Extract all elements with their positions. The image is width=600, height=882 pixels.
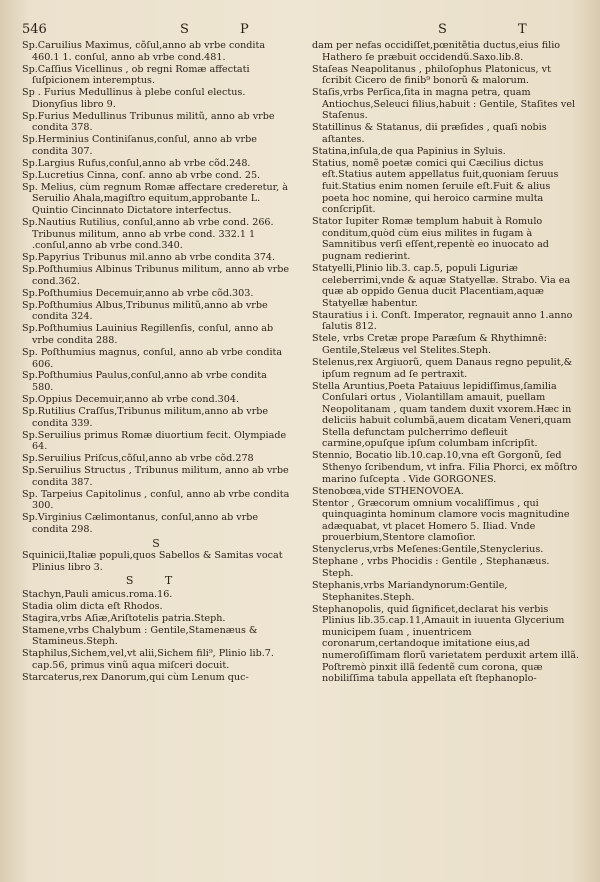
- dictionary-entry: Stagira,vrbs Aſiæ,Ariſtotelis patria.Steph.: [22, 612, 226, 624]
- dictionary-entry: Stephane , vrbs Phocidis : Gentile , Stephanæus. Steph.: [312, 556, 550, 579]
- dictionary-entry: Staſis,vrbs Perſica,ſita in magna petra, quam Antiochus,Seleuci filius,habuit : Gentile, Staſites vel Staſenus.: [312, 87, 576, 122]
- dictionary-entry: Stele, vrbs Cretæ prope Paræſum & Rhythimnē: Gentile,Stelæus vel Stelites.Steph.: [312, 333, 547, 356]
- dictionary-entry: Squinicii,Italiæ populi,quos Sabellos & Samitas vocat Plinius libro 3.: [22, 550, 283, 573]
- running-head-letter: S: [180, 22, 189, 37]
- dictionary-entry: Sp.Lucretius Cinna, conſ. anno ab vrbe cond. 25.: [22, 169, 261, 181]
- dictionary-entry: Starcaterus,rex Danorum,qui cùm Lenum quc-: [22, 672, 249, 684]
- section-heading-st: S T: [125, 574, 187, 588]
- entries-s: [22, 550, 290, 573]
- dictionary-entry: Stephanis,vrbs Mariandynorum:Gentile, Stephanites.Steph.: [312, 579, 508, 603]
- dictionary-entry: Sp.Caruilius Maximus, cõſul,anno ab vrbe condita 460.1 1. conſul, anno ab vrbe cond.481.: [22, 40, 266, 63]
- dictionary-entry: Stenobœa,vide STHENOVOEA.: [312, 485, 464, 497]
- entries-st-continued: [312, 40, 580, 685]
- dictionary-entry: dam per nefas occidiſſet,pœnitẽtia ductus,eius filio Hathero ſe præbuit occidendũ.Saxo.lib.8.: [312, 40, 561, 63]
- dictionary-entry: Sp.Furius Medullinus Tribunus militũ, anno ab vrbe condita 378.: [22, 110, 275, 134]
- running-head-letter: S: [438, 22, 447, 37]
- page-number: 546: [22, 22, 47, 37]
- dictionary-entry: Sp.Seruilius primus Romæ diuortium fecit. Olympiade 64.: [22, 429, 287, 453]
- dictionary-entry: Sp.Virginius Cælimontanus, conſul,anno ab vrbe condita 298.: [22, 512, 259, 535]
- dictionary-entry: Sp.Largius Rufus,conſul,anno ab vrbe cõd.248.: [22, 157, 251, 169]
- dictionary-entry: Sp. Melius, cùm regnum Romæ affectare crederetur, à Seruilio Ahala,magiſtro equitum,approbante L. Quintio Cincinnato Dictatore interfectus.: [22, 181, 289, 217]
- dictionary-entry: Stelenus,rex Argiuorũ, quem Danaus regno pepulit,& ipſum regnum ad ſe pertraxit.: [312, 356, 573, 380]
- dictionary-entry: Sp.Papyrius Tribunus mil.anno ab vrbe condita 374.: [22, 252, 276, 264]
- dictionary-entry: Stephanopolis, quid ſignificet,declarat his verbis Plinius lib.35.cap.11,Amauit in iuuenta Glycerium municipem ſuam , inuentricem coronarum,certandoque imitatione eius,ad numeroſiſſimam florũ varietatem perduxit artem illã. Poſtremò pinxit illã ſedentẽ cum corona, quæ nobiliſſima tabula appellata eſt ſtephanoplo-: [312, 603, 580, 685]
- dictionary-entry: Statyelli,Plinio lib.3. cap.5, populi Liguriæ celeberrimi,vnde & aquæ Statyellæ. Strabo. Via ea quæ ab oppido Genua ducit Placentiam,aquæ Statyellæ habentur.: [312, 263, 571, 309]
- dictionary-entry: Statillinus & Statanus, dii præſides , quaſi nobis aſtantes.: [312, 122, 547, 145]
- dictionary-entry: Sp.Herminius Continiſanus,conſul, anno ab vrbe condita 307.: [22, 134, 257, 157]
- dictionary-entry: Stentor , Græcorum omnium vocaliſſimus , qui quinquaginta hominum clamore vocis magnitudine adæquabat, vt placet Homero 5. Iliad. Vnde prouerbium,Stentore clamoſior.: [312, 497, 570, 544]
- dictionary-entry: Sp.Poſthumius Albus,Tribunus militũ,anno ab vrbe condita 324.: [22, 299, 268, 323]
- page-header: [18, 22, 582, 42]
- dictionary-entry: Sp. Poſthumius magnus, conſul, anno ab vrbe condita 606.: [22, 346, 283, 370]
- entries-st: [22, 589, 290, 684]
- dictionary-entry: Staphilus,Sichem,vel,vt alii,Sichem fili⁹, Plinio lib.7. cap.56, primus vinũ aqua miſceri docuit.: [22, 648, 274, 672]
- dictionary-entry: Stella Aruntius,Poeta Pataiuus lepidiſſimus,ſamilia Conſulari ortus , Violantillam amauit, puellam Neopolitanam , quam tandem duxit vxorem.Hæc in deliciis habuit columbã,auem dicatam Veneri,quam Stella defunctam pulcherrimo defleuit carmine,opuſque ipſum columbam inſcripſit.: [312, 380, 572, 450]
- dictionary-entry: Statius, nomẽ poetæ comici qui Cæcilius dictus eſt.Statius autem appellatus fuit,quoniam ſeruus fuit.Statius enim nomen ſeruile eſt.Fuit & alius poeta hoc nomine, qui heroico carmine multa conſcripſit.: [312, 157, 559, 216]
- dictionary-entry: Sp.Seruilius Structus , Tribunus militum, anno ab vrbe condita 387.: [22, 465, 289, 488]
- dictionary-entry: Staſeas Neapolitanus , philoſophus Platonicus, vt ſcribit Cicero de finib⁹ bonorũ & malorum.: [312, 63, 551, 87]
- left-column: [22, 40, 290, 870]
- dictionary-entry: Sp.Caſſius Vicellinus , ob regni Romæ affectati ſuſpicionem interemptus.: [22, 63, 250, 87]
- dictionary-entry: Stator Iupiter Romæ templum habuit à Romulo conditum,quòd cùm eius milites in fugam à Samnitibus verſi eſſent,repentè eo inuocato ad pugnam redierint.: [312, 216, 549, 263]
- dictionary-entry: Sp.Rutilius Craſſus,Tribunus militum,anno ab vrbe condita 339.: [22, 406, 269, 429]
- dictionary-entry: Stauratius i i. Conſt. Imperator, regnauit anno 1.anno ſalutis 812.: [312, 309, 573, 333]
- dictionary-entry: Sp.Oppius Decemuir,anno ab vrbe cond.304.: [22, 394, 240, 406]
- dictionary-entry: Sp. Tarpeius Capitolinus , conſul, anno ab vrbe condita 300.: [22, 488, 290, 512]
- dictionary-entry: Sp . Furius Medullinus à plebe conſul electus. Dionyſius libro 9.: [22, 87, 246, 110]
- entries-sp: [22, 40, 290, 536]
- dictionary-entry: Statina,inſula,de qua Papinius in Syluis.: [312, 145, 506, 157]
- dictionary-entry: Sp.Poſthumius Lauinius Regillenſis, conſul, anno ab vrbe condita 288.: [22, 323, 274, 346]
- dictionary-entry: Stenyclerus,vrbs Meſenes:Gentile,Stenyclerius.: [312, 544, 544, 556]
- dictionary-entry: Sp.Poſthumius Paulus,conſul,anno ab vrbe condita 580.: [22, 370, 267, 394]
- dictionary-entry: Sp.Poſthumius Albinus Tribunus militum, anno ab vrbe cond.362.: [22, 264, 290, 287]
- dictionary-entry: Stachyn,Pauli amicus.roma.16.: [22, 588, 173, 600]
- dictionary-entry: Sp.Poſthumius Decemuir,anno ab vrbe cõd.303.: [22, 287, 254, 299]
- right-column: [312, 40, 580, 870]
- running-head-letter: T: [518, 22, 527, 37]
- dictionary-entry: Stadia olim dicta eſt Rhodos.: [22, 600, 163, 612]
- dictionary-entry: Stennio, Bocatio lib.10.cap.10,vna eſt Gorgonũ, ſed Sthenyo ſcribendum, vt infra. Filia Phorci, ex mõſtro marino ſuſcepta . Vide GORGONES.: [312, 450, 578, 485]
- dictionary-entry: Sp.Seruilius Priſcus,cõſul,anno ab vrbe cõd.278: [22, 453, 254, 465]
- section-heading-s: S: [152, 536, 160, 550]
- dictionary-entry: Sp.Nautius Rutilius, conſul,anno ab vrbe cond. 266. Tribunus militum, anno ab vrbe cond. 332.1 1 .conſul,anno ab vrbe cond.340.: [22, 217, 274, 252]
- dictionary-entry: Stamene,vrbs Chalybum : Gentile,Stamenæus & Stamineus.Steph.: [22, 624, 258, 648]
- running-head-letter: P: [240, 22, 249, 37]
